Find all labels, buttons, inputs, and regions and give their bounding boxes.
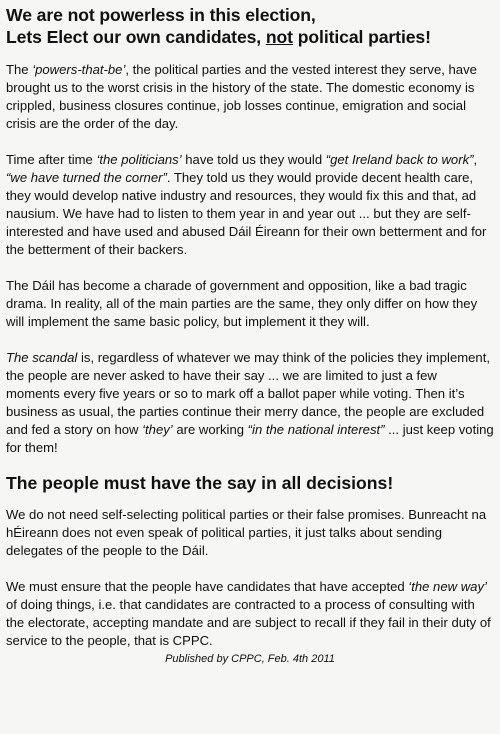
subheading: The people must have the say in all decisions! <box>6 473 394 493</box>
main-heading <box>6 4 494 48</box>
p2-text-b: have told us they would <box>181 152 326 167</box>
p1-text-a: The <box>6 62 33 77</box>
paragraph-new-way <box>6 578 494 650</box>
p4-italic-national-interest: “in the national interest” <box>247 422 385 437</box>
p4-text-c: ... just keep voting for them! <box>6 422 494 455</box>
paragraph-politicians <box>6 151 494 259</box>
p2-italic-quote-2: “we have turned the corner” <box>6 170 167 185</box>
heading-line-2a: Lets Elect our own candidates, <box>6 27 266 47</box>
p2-text-a: Time after time <box>6 152 97 167</box>
paragraph-powers <box>6 61 494 133</box>
p2-text-d: . They told us they would provide decent health care, they would develop native industry and resources, they would fix this and that, ad nausium. We have had to listen to them year in and year out ... but they are self-interested and have used and abused Dáil Éireann for their own betterment and for the betterment of their backers. <box>6 170 487 257</box>
p2-text-c: , <box>473 152 478 167</box>
p4-italic-they: ‘they’ <box>142 422 173 437</box>
heading-line-2b: political parties! <box>292 27 431 47</box>
p4-italic-scandal: The scandal <box>6 350 78 365</box>
p1-italic-powers: ‘powers-that-be’ <box>32 62 126 77</box>
p6-text-a: We must ensure that the people have candidates that have accepted <box>6 579 409 594</box>
p6-text-b: of doing things, i.e. that candidates are contracted to a process of consulting with the electorate, accepting mandate and are subject to recall if they fail in their duty of service to the people, that is CPPC. <box>6 597 491 648</box>
heading-line-1: We are not powerless in this election, <box>6 5 316 25</box>
publisher-footer: Published by CPPC, Feb. 4th 2011 <box>165 653 335 665</box>
p2-italic-quote-1: “get Ireland back to work” <box>325 152 474 167</box>
p4-text-a: is, regardless of whatever we may think of the policies they implement, the people are never asked to have their say ... we are limited to just a few moments every five years or so to mark off a ballot paper while voting. Then it’s business as usual, the parties continue their merry dance, the people are excluded and fed a story on how <box>6 350 490 437</box>
paragraph-scandal <box>6 349 494 457</box>
paragraph-dail-charade: The Dáil has become a charade of government and opposition, like a bad tragic drama. In reality, all of the main parties are the same, they only differ on how they will implement the same basic policy, but implement it they will. <box>6 278 478 329</box>
p1-text-b: , the political parties and the vested interest they serve, have brought us to the worst crisis in the history of the state. The domestic economy is crippled, business closures continue, job losses continue, emigration and social crisis are the order of the day. <box>6 62 477 131</box>
p4-text-b: are working <box>172 422 248 437</box>
paragraph-self-selecting: We do not need self-selecting political parties or their false promises. Bunreacht na hÉireann does not even speak of political parties, it just talks about sending delegates of the people to the Dáil. <box>6 507 487 558</box>
p2-italic-politicians: ‘the politicians’ <box>96 152 182 167</box>
heading-not-underlined: not <box>265 27 293 47</box>
p6-italic-new-way: ‘the new way’ <box>408 579 487 594</box>
